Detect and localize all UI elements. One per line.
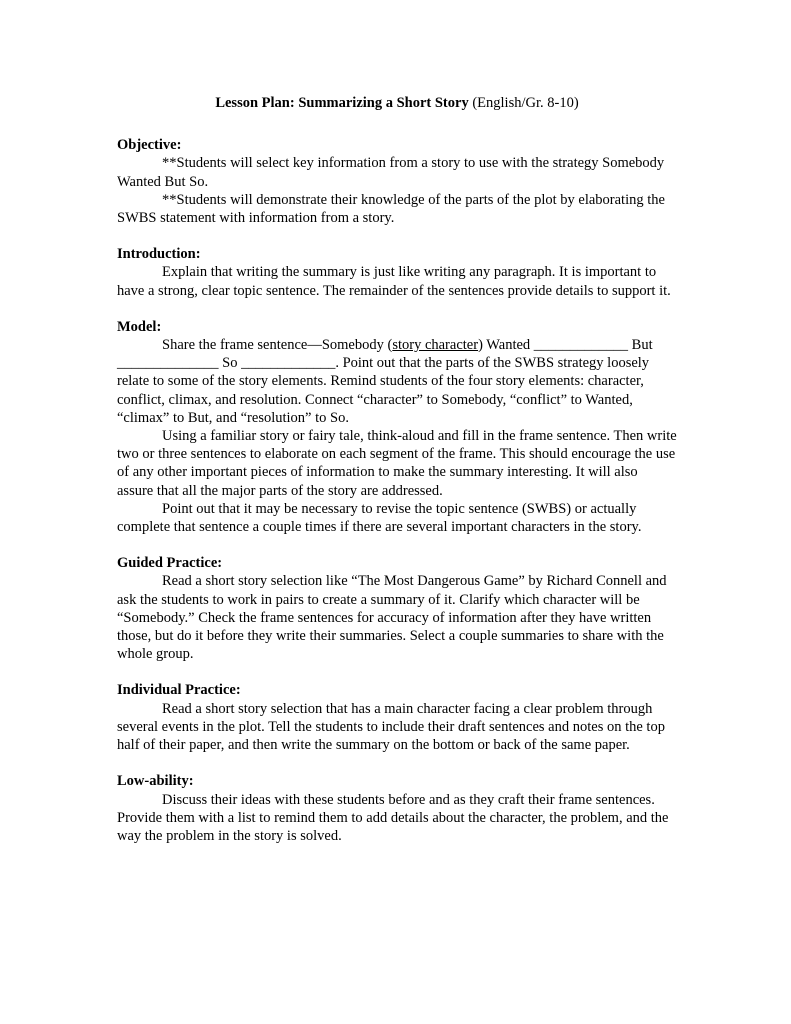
individual-practice-section — [117, 681, 677, 754]
title-subject: (English/Gr. 8-10) — [468, 95, 579, 111]
model-paragraph-1 — [117, 336, 677, 427]
low-ability-section — [117, 772, 677, 845]
model-section — [117, 318, 677, 536]
page-title — [117, 94, 677, 112]
introduction-section — [117, 245, 677, 300]
objective-paragraph-2: **Students will demonstrate their knowledge of the parts of the plot by elaborating the SWBS statement with information from a story. — [117, 191, 665, 227]
guided-practice-paragraph: Read a short story selection like “The Most Dangerous Game” by Richard Connell and ask the students to work in pairs to create a summary of it. Clarify which character will be “Somebody.” Check the frame sentences for accuracy of information after they have written those, but do it before they write their summaries. Select a couple summaries to share with the whole group. — [117, 573, 667, 663]
guided-practice-heading: Guided Practice: — [117, 555, 223, 572]
objective-paragraph-1: **Students will select key information from a story to use with the strategy Somebody Wanted But So. — [117, 155, 665, 190]
model-paragraph-3: Point out that it may be necessary to revise the topic sentence (SWBS) or actually complete that sentence a couple times if there are several important characters in the story. — [117, 500, 642, 536]
model-underlined-text: story character — [392, 337, 479, 354]
title-bold: Lesson Plan: Summarizing a Short Story — [215, 95, 469, 111]
low-ability-paragraph: Discuss their ideas with these students before and as they craft their frame sentences. Provide them with a list to remind them to add details about the character, the problem, and the way the problem in the story is solved. — [117, 791, 669, 844]
low-ability-heading: Low-ability: — [117, 773, 194, 790]
introduction-paragraph: Explain that writing the summary is just like writing any paragraph. It is important to have a strong, clear topic sentence. The remainder of the sentences provide details to support it. — [117, 264, 671, 299]
objective-section — [117, 136, 677, 227]
individual-practice-paragraph: Read a short story selection that has a main character facing a clear problem through several events in the plot. Tell the students to include their draft sentences and notes on the top half of their paper, and then write the summary on the bottom or back of the same paper. — [117, 700, 665, 754]
guided-practice-section — [117, 554, 677, 663]
model-text-rest: ) Wanted _____________ But ______________ So _____________. Point out that the parts of the SWBS strategy loosely relate to some of the story elements. Remind students of the four story elements: character, conflict, climax, and resolution. Connect “character” to Somebody, “conflict” to Wanted, “climax” to But, and “resolution” to So. — [117, 337, 653, 426]
model-paragraph-2: Using a familiar story or fairy tale, think-aloud and fill in the frame sentence. Then write two or three sentences to elaborate on each segment of the frame. This should encourage the use of any other important pieces of information to make the summary interesting. It will also assure that all the major parts of the story are addressed. — [117, 428, 677, 499]
introduction-heading: Introduction: — [117, 246, 201, 263]
individual-practice-heading: Individual Practice: — [117, 682, 241, 699]
model-text-start: Share the frame sentence—Somebody ( — [162, 337, 393, 354]
model-heading: Model: — [117, 318, 162, 335]
objective-heading: Objective: — [117, 137, 182, 154]
document-body — [117, 94, 677, 863]
